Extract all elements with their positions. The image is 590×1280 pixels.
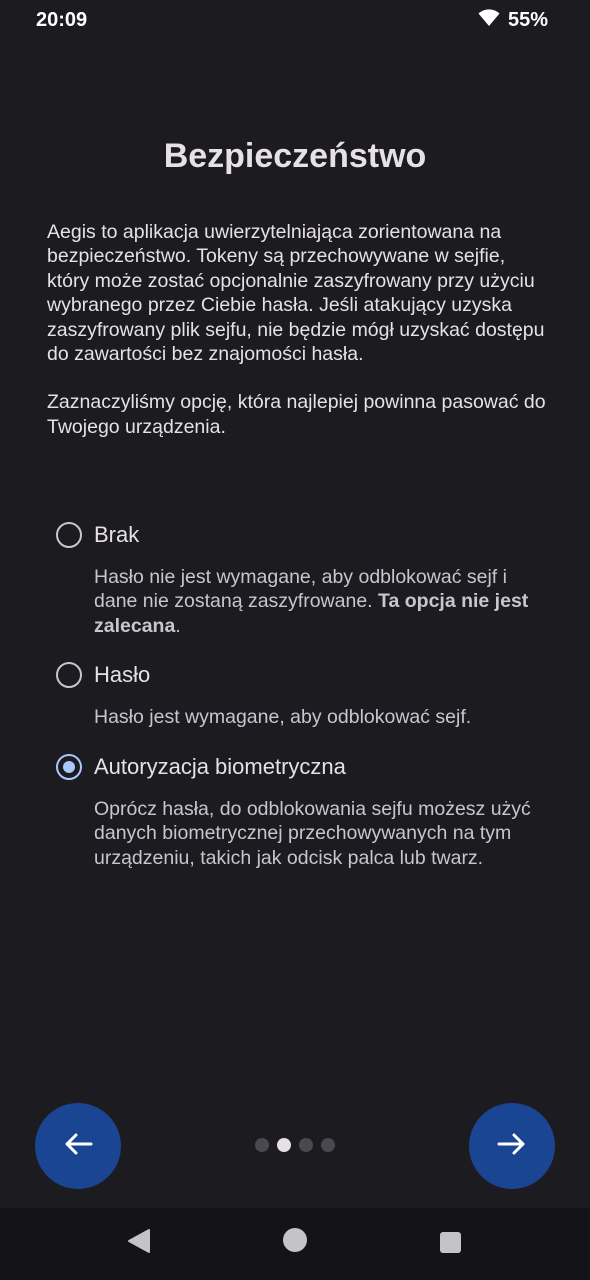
recent-apps-icon[interactable] — [440, 1232, 461, 1253]
intro-text — [47, 220, 547, 439]
system-navigation-bar — [0, 1208, 590, 1280]
page-dot — [299, 1138, 313, 1152]
radio-button-none[interactable] — [56, 522, 82, 548]
home-icon[interactable] — [283, 1228, 307, 1252]
option-description: Hasło nie jest wymagane, aby odblokować sejf i dane nie zostaną zaszyfrowane. Ta opcja nie jest zalecana. — [94, 566, 529, 637]
option-label: Hasło — [94, 662, 151, 687]
option-biometric[interactable] — [55, 751, 545, 870]
option-label: Autoryzacja biometryczna — [94, 754, 346, 779]
intro-paragraph: Zaznaczyliśmy opcję, która najlepiej powinna pasować do Twojego urządzenia. — [47, 391, 546, 438]
status-indicators — [478, 9, 548, 32]
option-biometric-row[interactable] — [55, 751, 545, 783]
option-warning: Ta opcja nie jest zalecana — [94, 590, 529, 637]
option-none[interactable] — [55, 519, 545, 638]
option-label: Brak — [94, 522, 140, 547]
radio-button-biometric[interactable] — [56, 754, 82, 780]
radio-button-password[interactable] — [56, 662, 82, 688]
option-description: Oprócz hasła, do odblokowania sejfu możesz użyć danych biometrycznej przechowywanych na tym urządzeniu, takich jak odcisk palca lub twarz. — [94, 798, 531, 869]
next-button[interactable] — [469, 1103, 555, 1189]
option-password[interactable] — [55, 659, 545, 729]
wifi-icon — [478, 9, 500, 32]
previous-button[interactable] — [35, 1103, 121, 1189]
page-dot — [255, 1138, 269, 1152]
page-dot-active — [277, 1138, 291, 1152]
battery-percentage: 55% — [507, 9, 548, 31]
option-none-row[interactable] — [55, 519, 545, 551]
option-password-row[interactable] — [55, 659, 545, 691]
status-bar — [0, 0, 590, 44]
arrow-right-icon — [497, 1132, 527, 1161]
page-title: Bezpieczeństwo — [163, 137, 427, 175]
page-indicator — [255, 1138, 335, 1152]
intro-paragraph: Aegis to aplikacja uwierzytelniająca zorientowana na bezpieczeństwo. Tokeny są przechowywane w sejfie, który może zostać opcjonalnie zaszyfrowany przy użyciu wybranego przez Ciebie hasła. Jeśli atakujący uzyska zaszyfrowany plik sejfu, nie będzie mógł uzyskać dostępu do zawartości bez znajomości hasła. — [47, 221, 545, 366]
page-dot — [321, 1138, 335, 1152]
status-time: 20:09 — [36, 9, 88, 31]
arrow-left-icon — [63, 1132, 93, 1161]
back-icon[interactable] — [127, 1228, 151, 1259]
option-description: Hasło jest wymagane, aby odblokować sejf. — [94, 706, 472, 728]
